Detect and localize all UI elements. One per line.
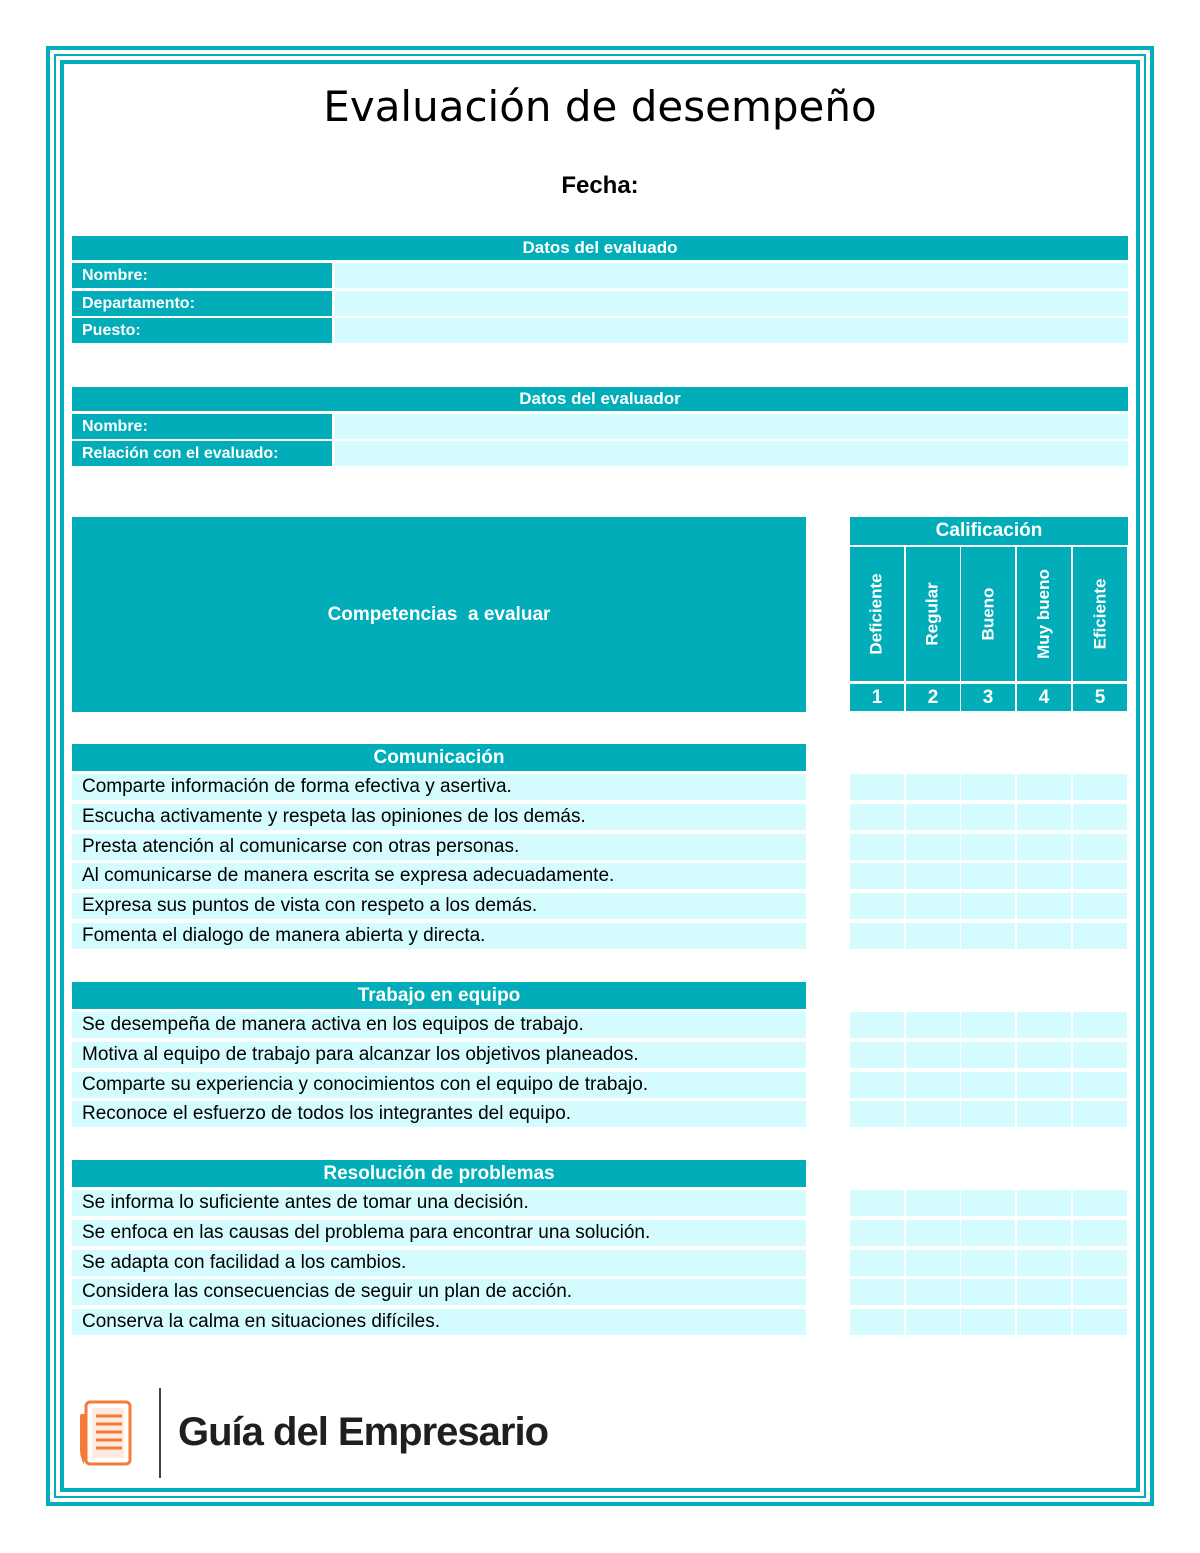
rating-level-number: 3 — [961, 684, 1015, 711]
score-cell-4[interactable] — [1017, 1220, 1071, 1246]
document-pen-icon — [78, 1398, 134, 1470]
score-cell-3[interactable] — [961, 1309, 1015, 1335]
score-cell-1[interactable] — [850, 1220, 904, 1246]
score-cell-3[interactable] — [961, 893, 1015, 919]
evaluado-nombre-field[interactable] — [335, 263, 1128, 288]
score-cell-1[interactable] — [850, 1042, 904, 1068]
score-cell-4[interactable] — [1017, 1190, 1071, 1216]
evaluado-header: Datos del evaluado — [72, 236, 1128, 260]
score-cell-4[interactable] — [1017, 893, 1071, 919]
evaluado-departamento-label: Departamento: — [72, 291, 332, 316]
evaluador-relacion-field[interactable] — [335, 441, 1128, 466]
score-cell-1[interactable] — [850, 1012, 904, 1038]
score-cell-1[interactable] — [850, 1279, 904, 1305]
rating-level-label: Deficiente — [867, 573, 886, 655]
score-cell-5[interactable] — [1073, 1012, 1127, 1038]
competencias-header-label: Competencias a evaluar — [327, 603, 551, 625]
rating-level-number: 5 — [1073, 684, 1127, 711]
score-cell-1[interactable] — [850, 893, 904, 919]
score-cell-3[interactable] — [961, 1012, 1015, 1038]
score-cell-2[interactable] — [906, 1250, 960, 1276]
rating-level-number: 4 — [1017, 684, 1071, 711]
score-cell-3[interactable] — [961, 804, 1015, 830]
score-cell-4[interactable] — [1017, 863, 1071, 889]
score-cell-2[interactable] — [906, 1012, 960, 1038]
score-cell-2[interactable] — [906, 863, 960, 889]
score-cell-4[interactable] — [1017, 1042, 1071, 1068]
score-cell-1[interactable] — [850, 1309, 904, 1335]
score-cell-1[interactable] — [850, 863, 904, 889]
evaluado-departamento-field[interactable] — [335, 291, 1128, 316]
score-cell-1[interactable] — [850, 804, 904, 830]
score-cell-2[interactable] — [906, 923, 960, 949]
section-header: Resolución de problemas — [72, 1160, 806, 1187]
score-cell-1[interactable] — [850, 774, 904, 800]
score-cell-5[interactable] — [1073, 1220, 1127, 1246]
score-cell-3[interactable] — [961, 1279, 1015, 1305]
rating-level-2 — [906, 547, 960, 681]
score-cell-5[interactable] — [1073, 1190, 1127, 1216]
score-cell-2[interactable] — [906, 1279, 960, 1305]
evaluado-puesto-field[interactable] — [335, 318, 1128, 343]
score-cell-4[interactable] — [1017, 923, 1071, 949]
competency-item: Al comunicarse de manera escrita se expresa adecuadamente. — [72, 863, 806, 889]
score-cell-1[interactable] — [850, 1250, 904, 1276]
score-cell-5[interactable] — [1073, 893, 1127, 919]
rating-level-label: Muy bueno — [1034, 569, 1053, 659]
score-cell-2[interactable] — [906, 774, 960, 800]
competency-item: Comparte su experiencia y conocimientos con el equipo de trabajo. — [72, 1072, 806, 1098]
evaluador-nombre-label: Nombre: — [72, 414, 332, 439]
competency-item: Conserva la calma en situaciones difíciles. — [72, 1309, 806, 1335]
score-cell-3[interactable] — [961, 774, 1015, 800]
competency-item: Motiva al equipo de trabajo para alcanzar los objetivos planeados. — [72, 1042, 806, 1068]
score-cell-5[interactable] — [1073, 1250, 1127, 1276]
score-cell-2[interactable] — [906, 1042, 960, 1068]
fecha-label: Fecha: — [561, 172, 639, 199]
score-cell-5[interactable] — [1073, 863, 1127, 889]
score-cell-4[interactable] — [1017, 804, 1071, 830]
score-cell-3[interactable] — [961, 1250, 1015, 1276]
evaluado-puesto-label: Puesto: — [72, 318, 332, 343]
score-cell-4[interactable] — [1017, 1101, 1071, 1127]
score-cell-5[interactable] — [1073, 1042, 1127, 1068]
competency-item: Se enfoca en las causas del problema para encontrar una solución. — [72, 1220, 806, 1246]
score-cell-1[interactable] — [850, 1190, 904, 1216]
score-cell-2[interactable] — [906, 804, 960, 830]
score-cell-3[interactable] — [961, 923, 1015, 949]
brand-name: Guía del Empresario — [178, 1410, 549, 1454]
score-cell-1[interactable] — [850, 923, 904, 949]
evaluador-header: Datos del evaluador — [72, 387, 1128, 411]
page-title: Evaluación de desempeño — [323, 82, 877, 131]
score-cell-4[interactable] — [1017, 1072, 1071, 1098]
score-cell-1[interactable] — [850, 834, 904, 860]
competency-item: Se informa lo suficiente antes de tomar una decisión. — [72, 1190, 806, 1216]
competency-item: Considera las consecuencias de seguir un plan de acción. — [72, 1279, 806, 1305]
score-cell-5[interactable] — [1073, 1072, 1127, 1098]
competency-item: Escucha activamente y respeta las opiniones de los demás. — [72, 804, 806, 830]
score-cell-2[interactable] — [906, 893, 960, 919]
score-cell-4[interactable] — [1017, 1309, 1071, 1335]
score-cell-5[interactable] — [1073, 923, 1127, 949]
rating-level-label: Bueno — [977, 587, 997, 641]
evaluador-nombre-field[interactable] — [335, 414, 1128, 439]
rating-level-number: 2 — [906, 684, 960, 711]
rating-level-label: Eficiente — [1090, 578, 1110, 650]
score-cell-4[interactable] — [1017, 1250, 1071, 1276]
rating-level-3 — [961, 547, 1015, 681]
score-cell-3[interactable] — [961, 863, 1015, 889]
score-cell-4[interactable] — [1017, 774, 1071, 800]
score-cell-1[interactable] — [850, 1072, 904, 1098]
competency-item: Presta atención al comunicarse con otras personas. — [72, 834, 806, 860]
competency-item: Fomenta el dialogo de manera abierta y directa. — [72, 923, 806, 949]
rating-level-1 — [850, 547, 904, 681]
evaluador-relacion-label: Relación con el evaluado: — [72, 441, 332, 466]
rating-level-5 — [1073, 547, 1127, 681]
rating-level-4 — [1017, 547, 1071, 681]
evaluado-nombre-label: Nombre: — [72, 263, 332, 288]
rating-level-number: 1 — [850, 684, 904, 711]
score-cell-5[interactable] — [1073, 834, 1127, 860]
score-cell-2[interactable] — [906, 1190, 960, 1216]
score-cell-5[interactable] — [1073, 1101, 1127, 1127]
score-cell-2[interactable] — [906, 1309, 960, 1335]
score-cell-5[interactable] — [1073, 774, 1127, 800]
score-cell-2[interactable] — [906, 1072, 960, 1098]
score-cell-2[interactable] — [906, 1101, 960, 1127]
rating-level-label: Regular — [923, 582, 943, 646]
competency-item: Reconoce el esfuerzo de todos los integrantes del equipo. — [72, 1101, 806, 1127]
score-cell-5[interactable] — [1073, 804, 1127, 830]
score-cell-1[interactable] — [850, 1101, 904, 1127]
score-cell-3[interactable] — [961, 1101, 1015, 1127]
score-cell-5[interactable] — [1073, 1309, 1127, 1335]
score-cell-2[interactable] — [906, 1220, 960, 1246]
section-header: Comunicación — [72, 744, 806, 771]
score-cell-5[interactable] — [1073, 1279, 1127, 1305]
score-cell-3[interactable] — [961, 1042, 1015, 1068]
competencias-header — [72, 517, 806, 712]
calificacion-header: Calificación — [850, 517, 1128, 545]
score-cell-4[interactable] — [1017, 1012, 1071, 1038]
competency-item: Comparte información de forma efectiva y asertiva. — [72, 774, 806, 800]
score-cell-4[interactable] — [1017, 834, 1071, 860]
score-cell-4[interactable] — [1017, 1279, 1071, 1305]
score-cell-3[interactable] — [961, 1220, 1015, 1246]
score-cell-3[interactable] — [961, 1072, 1015, 1098]
competency-item: Se adapta con facilidad a los cambios. — [72, 1250, 806, 1276]
score-cell-3[interactable] — [961, 1190, 1015, 1216]
score-cell-2[interactable] — [906, 834, 960, 860]
competency-item: Se desempeña de manera activa en los equipos de trabajo. — [72, 1012, 806, 1038]
brand-separator — [159, 1388, 161, 1478]
section-header: Trabajo en equipo — [72, 982, 806, 1009]
score-cell-3[interactable] — [961, 834, 1015, 860]
competency-item: Expresa sus puntos de vista con respeto a los demás. — [72, 893, 806, 919]
